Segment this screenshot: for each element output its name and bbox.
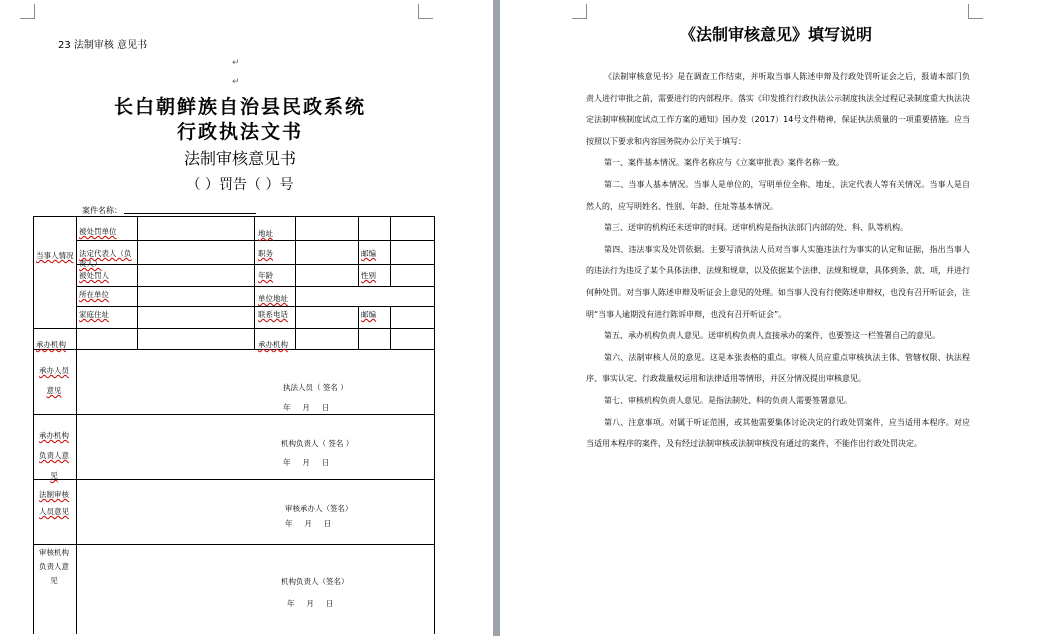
handler-contact-label: 承办机构 [258, 340, 288, 349]
instruction-paragraph: 第四、违法事实及处罚依据。主要写清执法人员对当事人实施违法行为事实的认定和证据，指出当事人的违法行为违反了某个具体法律、法规和规章，以及依据某个法律、法规和规章，具体到条、款、项，并进行何种处罚。对当事人陈述申辩及听证会上意见的处理。如当事人没有行使陈述申辩权，也没有召开听证会，注明“当事人逾期没有进行陈诉申辩，也没有召开听证会”。 [586, 244, 970, 319]
individual-label: 被处罚人 [79, 271, 109, 280]
address-label: 地址 [258, 229, 273, 238]
dept-signature-line: 机构负责人（ 签名 ） [281, 439, 354, 448]
instruction-paragraph: 第七、审核机构负责人意见。是指法制处、科的负责人需要签署意见。 [604, 395, 852, 405]
page-corner-mark [968, 4, 983, 19]
postcode-label: 邮编 [361, 249, 376, 258]
handler-org-label: 承办机构 [36, 340, 66, 349]
doc-header: 23 法制审核 意见书 [58, 40, 148, 51]
instruction-paragraph: 第一、案件基本情况。案件名称应与《立案审批表》案件名称一致。 [604, 158, 844, 168]
handler-date-line: 年 月 日 [283, 403, 330, 412]
instruction-paragraph: 第五、承办机构负责人意见。送审机构负责人直接承办的案件，也要签这一栏签署自己的意见。 [604, 331, 940, 341]
instruction-paragraph: 第二、当事人基本情况。当事人是单位的，写明单位全称、地址、法定代表人等有关情况。当事人是自然人的，应写明姓名、性别、年龄、住址等基本情况。 [586, 179, 970, 211]
legal-date-line: 年 月 日 [285, 519, 332, 528]
postcode2-label: 邮编 [361, 310, 376, 319]
review-form-table [33, 216, 435, 634]
instruction-paragraph: 第六、法制审核人员的意见。这是本张表格的重点。审核人员应重点审核执法主体、管辖权限、执法程序、事实认定、行政裁量权运用和法律适用等情形，并区分情况提出审核意见。 [586, 352, 970, 384]
legal-signature-line: 审核承办人（签名） [285, 504, 353, 513]
legal-dept-date-line: 年 月 日 [287, 599, 334, 608]
document-page-right [500, 0, 1052, 636]
dept-date-line: 年 月 日 [283, 458, 330, 467]
document-page-left [0, 0, 493, 636]
paragraph-mark-icon: ↵ [232, 58, 240, 68]
instructions-title: 《法制审核意见》填写说明 [679, 25, 872, 44]
handler-signature-line: 执法人员（ 签名 ） [283, 383, 348, 392]
doc-title-line1: 长白朝鲜族自治县民政系统 [113, 96, 366, 118]
contact-phone-label: 联系电话 [258, 310, 288, 319]
instruction-paragraph: 《法制审核意见书》是在调查工作结束，并听取当事人陈述申辩及行政处罚听证会之后，报请本部门负责人进行审批之前，需要进行的内部程序。落实《印发推行行政执法公示制度执法全过程记录制度重大执法决定法制审核制度试点工作方案的通知》国办发（2017）14号文件精神，保证执法质量的一项重要措施。应当按照以下要求和内容国务院办公厅关于填写： [586, 72, 970, 146]
instruction-paragraph: 第三、送审的机构还未送审的时间。送审机构是指执法部门内部的处、科、队等机构。 [604, 223, 908, 233]
doc-number: （ ）罚告（ ）号 [186, 177, 294, 193]
dept-opinion-label: 承办机构负责人意见 [39, 431, 69, 480]
case-name-label: 案件名称： [82, 206, 122, 215]
instructions-body [586, 66, 970, 455]
doc-title-line2: 行政执法文书 [176, 121, 303, 143]
case-name-underline [124, 213, 256, 214]
page-corner-mark [418, 4, 433, 19]
unit-name-label: 被处罚单位 [79, 227, 117, 236]
instruction-paragraph: 第八、注意事项。对属于听证范围，或其他需要集体讨论决定的行政处罚案件，应当适用本程序。对应当适用本程序的案件，及有经过法制审核或法制审核没有通过的案件，不能作出行政处罚决定。 [586, 417, 970, 449]
legal-dept-opinion-label: 审核机构负责人意见 [39, 548, 69, 585]
legal-opinion-label: 法制审核人员意见 [39, 490, 69, 516]
work-unit-label: 所在单位 [79, 290, 109, 299]
unit-address-label: 单位地址 [258, 294, 288, 303]
doc-subtitle: 法制审核意见书 [183, 149, 296, 168]
handler-opinion-label: 承办人员意见 [39, 366, 69, 395]
gender-label: 性别 [361, 271, 376, 280]
home-address-label: 家庭住址 [79, 310, 109, 319]
party-info-label: 当事人情况 [36, 251, 74, 260]
position-label: 职务 [258, 249, 273, 258]
page-corner-mark [20, 4, 35, 19]
page-corner-mark [572, 4, 587, 19]
paragraph-mark-icon: ↵ [232, 77, 240, 87]
legal-rep-label: 法定代表人（负责人） [79, 249, 132, 268]
age-label: 年龄 [258, 271, 273, 280]
legal-dept-signature-line: 机构负责人（签名） [281, 577, 349, 586]
